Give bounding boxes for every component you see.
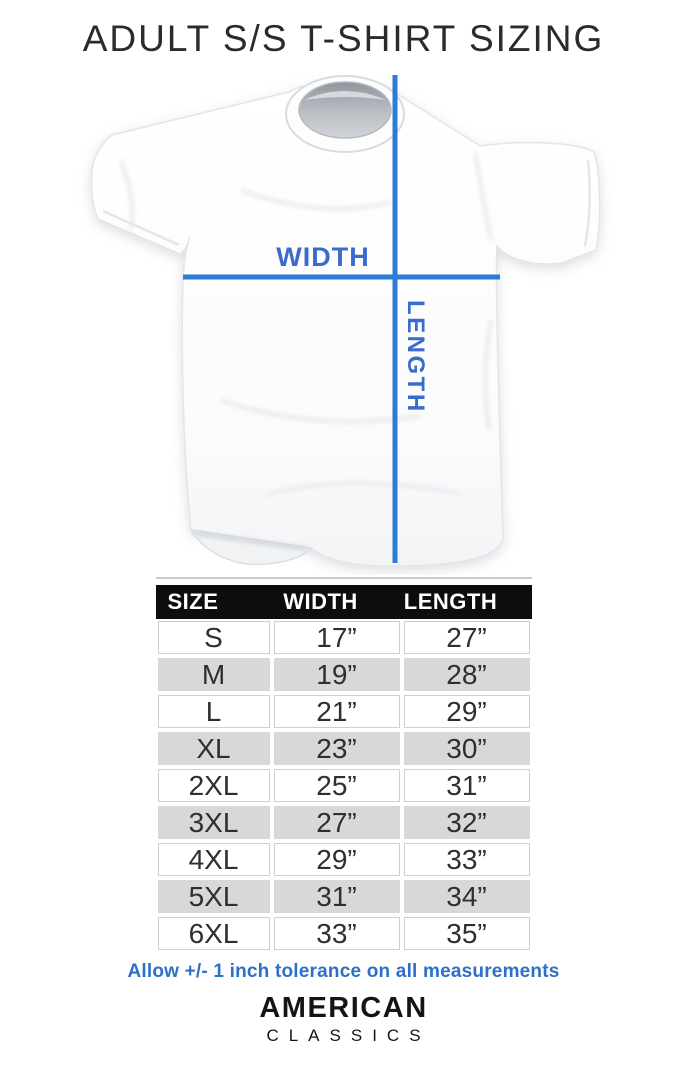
table-row bbox=[156, 878, 532, 915]
size-cell: 5XL bbox=[156, 878, 272, 915]
collar bbox=[286, 76, 404, 152]
size-cell: XL bbox=[156, 730, 272, 767]
size-cell: 6XL bbox=[156, 915, 272, 952]
table-row bbox=[156, 841, 532, 878]
width-cell: 33” bbox=[272, 915, 402, 952]
length-cell: 35” bbox=[402, 915, 532, 952]
size-table bbox=[156, 585, 532, 952]
width-cell: 17” bbox=[272, 619, 402, 656]
table-row bbox=[156, 804, 532, 841]
length-cell: 27” bbox=[402, 619, 532, 656]
tshirt-diagram bbox=[61, 70, 626, 575]
tshirt-graphic bbox=[61, 70, 626, 575]
length-cell: 28” bbox=[402, 656, 532, 693]
length-cell: 29” bbox=[402, 693, 532, 730]
header-row bbox=[156, 585, 532, 619]
tolerance-note: Allow +/- 1 inch tolerance on all measurements bbox=[127, 961, 560, 982]
width-cell: 21” bbox=[272, 693, 402, 730]
table-row bbox=[156, 693, 532, 730]
brand-name-primary: AMERICAN bbox=[259, 992, 428, 1024]
length-cell: 31” bbox=[402, 767, 532, 804]
table-row bbox=[156, 656, 532, 693]
width-label: WIDTH bbox=[276, 242, 370, 272]
table-row bbox=[156, 730, 532, 767]
length-label: LENGTH bbox=[402, 300, 429, 414]
header-width: WIDTH bbox=[272, 585, 402, 619]
size-cell: S bbox=[156, 619, 272, 656]
table-row bbox=[156, 619, 532, 656]
brand-logo bbox=[0, 992, 687, 1046]
width-cell: 25” bbox=[272, 767, 402, 804]
width-cell: 27” bbox=[272, 804, 402, 841]
width-cell: 23” bbox=[272, 730, 402, 767]
page-title: ADULT S/S T-SHIRT SIZING bbox=[82, 18, 605, 59]
width-cell: 29” bbox=[272, 841, 402, 878]
table-top-divider bbox=[156, 577, 532, 579]
header-length: LENGTH bbox=[402, 585, 532, 619]
table-row bbox=[156, 767, 532, 804]
size-cell: M bbox=[156, 656, 272, 693]
tshirt-silhouette bbox=[92, 83, 600, 566]
length-cell: 34” bbox=[402, 878, 532, 915]
brand-name-secondary: CLASSICS bbox=[266, 1026, 431, 1045]
length-cell: 30” bbox=[402, 730, 532, 767]
size-table-section bbox=[0, 577, 687, 952]
width-cell: 19” bbox=[272, 656, 402, 693]
table-row bbox=[156, 915, 532, 952]
length-cell: 32” bbox=[402, 804, 532, 841]
size-cell: L bbox=[156, 693, 272, 730]
header-size: SIZE bbox=[156, 585, 272, 619]
size-cell: 2XL bbox=[156, 767, 272, 804]
length-cell: 33” bbox=[402, 841, 532, 878]
size-cell: 4XL bbox=[156, 841, 272, 878]
size-cell: 3XL bbox=[156, 804, 272, 841]
width-cell: 31” bbox=[272, 878, 402, 915]
